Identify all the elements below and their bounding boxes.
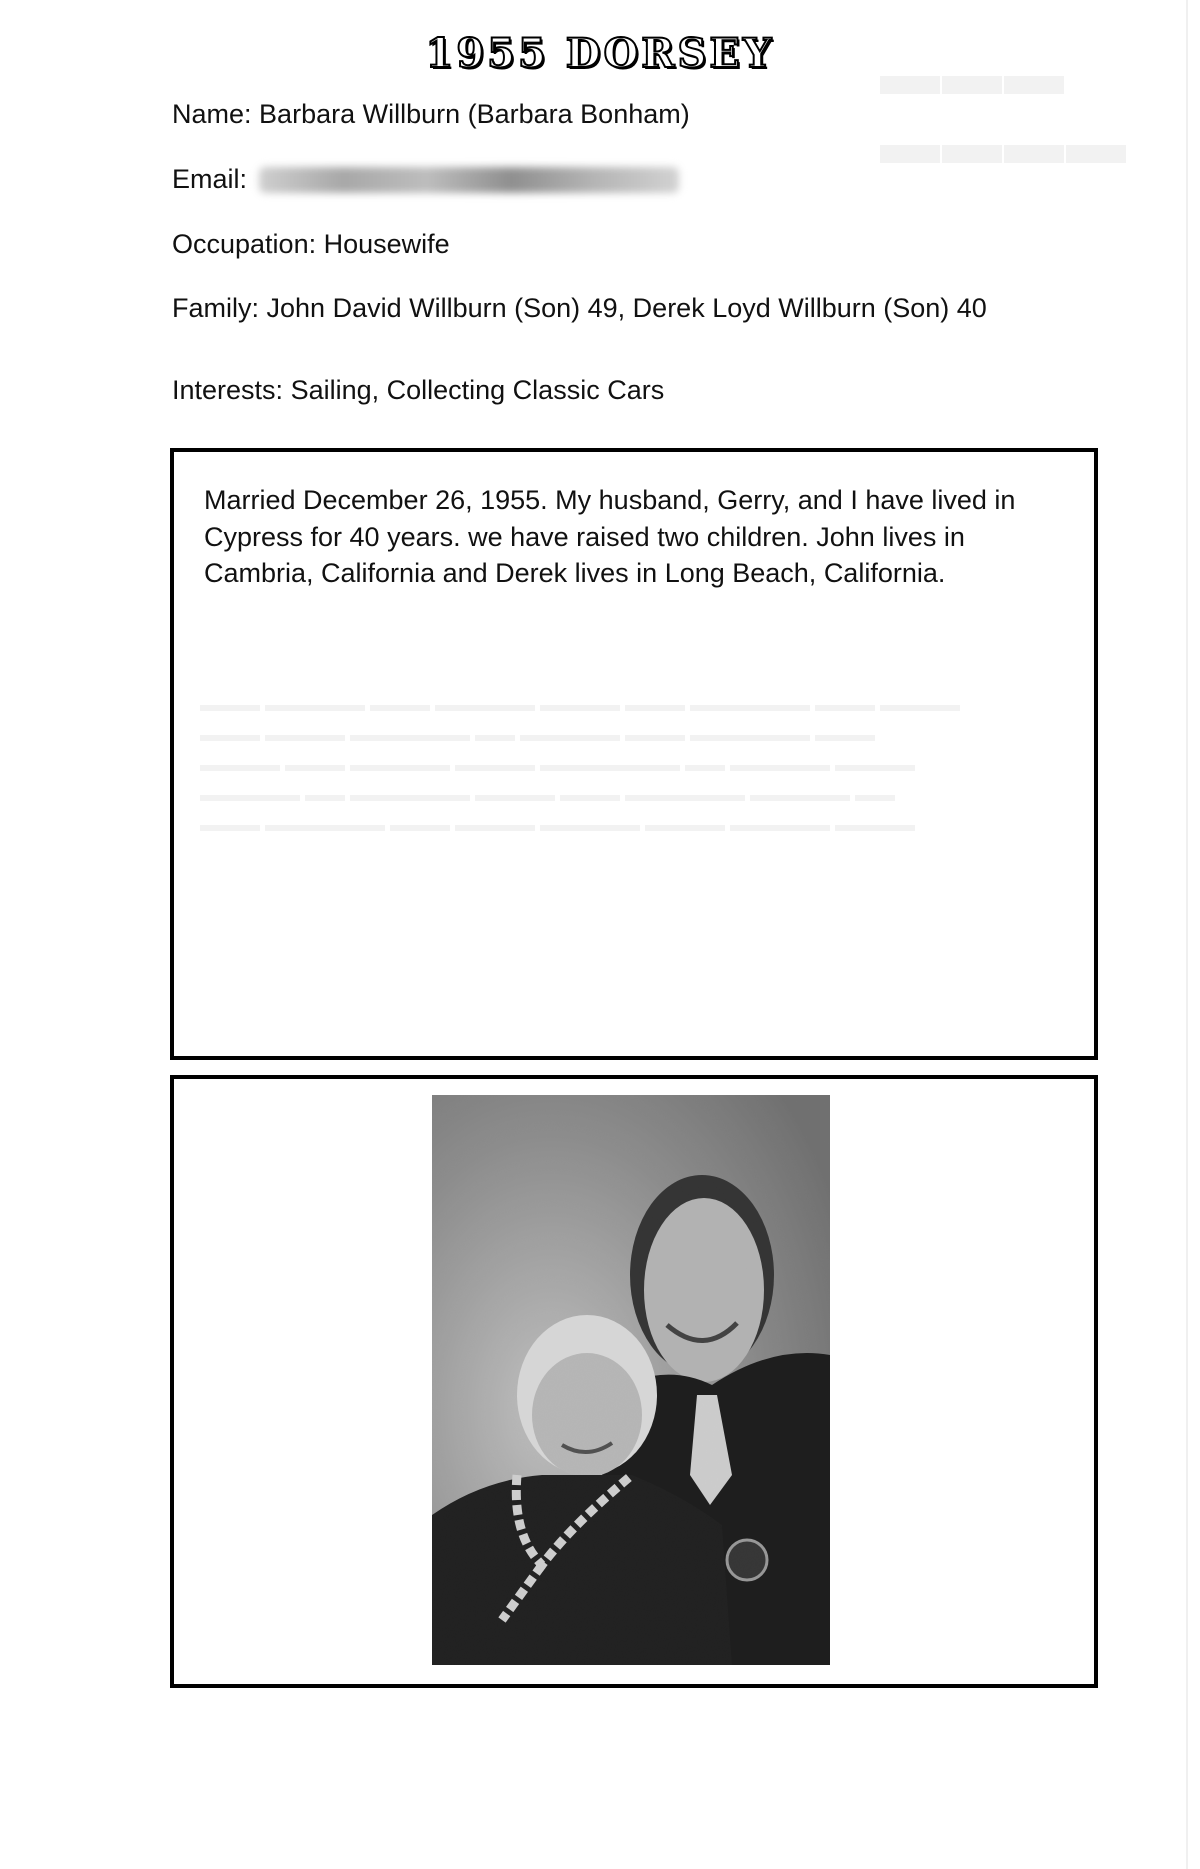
email-redacted-value	[259, 167, 679, 193]
couple-photo	[432, 1095, 830, 1665]
story-text: Married December 26, 1955. My husband, Gerry, and I have lived in Cypress for 40 years. we have raised two children. John lives in Cambria, California and Derek lives in Long Beach, California.	[204, 485, 1016, 588]
interests-field	[172, 372, 1052, 409]
interests-label: Interests:	[172, 375, 284, 405]
email-field	[172, 161, 1052, 198]
family-field	[172, 290, 1052, 327]
interests-value: Sailing, Collecting Classic Cars	[290, 375, 665, 405]
email-label: Email:	[172, 164, 248, 194]
name-label: Name:	[172, 99, 252, 129]
story-box	[170, 448, 1098, 1060]
occupation-value: Housewife	[323, 229, 450, 259]
name-field	[172, 96, 1052, 133]
occupation-label: Occupation:	[172, 229, 317, 259]
bleed-through-text: ▬▬▬ ▬▬▬▬▬ ▬▬▬ ▬▬▬▬▬ ▬▬▬▬ ▬▬▬ ▬▬▬▬▬▬ ▬▬▬ ▬▬▬▬ ▬▬▬ ▬▬▬▬ ▬▬▬▬▬▬ ▬▬ ▬▬▬▬▬ ▬▬▬ ▬▬▬▬▬▬ ▬▬▬ ▬▬▬▬ ▬▬▬ ▬▬▬▬▬ ▬▬▬▬ ▬▬▬▬▬▬▬ ▬▬ ▬▬▬▬▬ ▬▬▬▬ ▬▬▬▬▬ ▬▬ ▬▬▬▬▬▬ ▬▬▬▬ ▬▬▬ ▬▬▬▬▬▬ ▬▬▬▬▬ ▬▬ ▬▬▬ ▬▬▬▬▬▬ ▬▬▬ ▬▬▬▬ ▬▬▬▬▬ ▬▬▬▬ ▬▬▬▬▬ ▬▬▬▬	[200, 694, 960, 836]
name-value: Barbara Willburn (Barbara Bonham)	[259, 99, 690, 129]
family-label: Family:	[172, 293, 259, 323]
family-value: John David Willburn (Son) 49, Derek Loyd Willburn (Son) 40	[266, 293, 987, 323]
occupation-field	[172, 226, 1052, 263]
couple-photo-illustration	[432, 1095, 830, 1665]
page-title: 1955 DORSEY	[425, 30, 775, 77]
scan-edge	[1186, 0, 1188, 1869]
photo-grain	[432, 1095, 830, 1665]
photo-box	[170, 1075, 1098, 1688]
bleed-through-heading: ▬▬▬ ▬▬▬▬	[880, 41, 1128, 176]
